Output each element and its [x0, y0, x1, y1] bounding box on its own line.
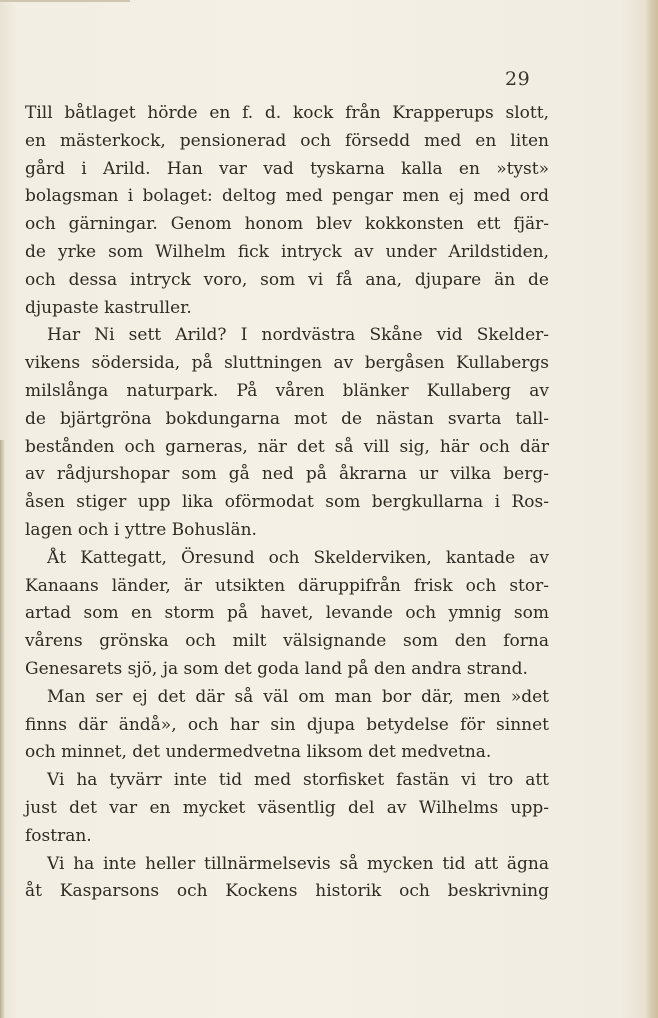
text-line: och gärningar. Genom honom blev kokkonsten ett fjär-	[25, 214, 549, 235]
text-line: och minnet, det undermedvetna liksom det medvetna.	[25, 742, 492, 763]
text-line: och dessa intryck voro, som vi få ana, djupare än de	[25, 269, 549, 290]
page-number: 29	[505, 68, 531, 90]
text-line: vårens grönska och milt välsignande som den forna	[25, 631, 549, 652]
text-line: en mästerkock, pensionerad och försedd med en liten	[25, 130, 549, 151]
text-line: artad som en storm på havet, levande och ymnig som	[25, 603, 549, 624]
body-text	[25, 100, 549, 906]
text-line: finns där ändå», och har sin djupa betydelse för sinnet	[25, 714, 549, 735]
text-line: de bjärtgröna bokdungarna mot de nästan svarta tall-	[25, 408, 549, 429]
text-line: lagen och i yttre Bohuslän.	[25, 519, 257, 540]
binding-shadow	[0, 440, 5, 1018]
text-line: Man ser ej det där så väl om man bor där, men »det	[47, 686, 549, 707]
text-line: vikens södersida, på sluttningen av bergåsen Kullabergs	[25, 353, 549, 374]
text-line: Till båtlaget hörde en f. d. kock från Krapperups slott,	[25, 103, 549, 123]
text-line: gård i Arild. Han var vad tyskarna kalla en »tyst»	[25, 158, 549, 179]
text-line: milslånga naturpark. På våren blänker Kullaberg av	[25, 380, 549, 401]
text-line: Åt Kattegatt, Öresund och Skelderviken, kantade av	[47, 547, 549, 568]
text-line: bolagsman i bolaget: deltog med pengar men ej med ord	[25, 186, 549, 207]
text-line: Kanaans länder, är utsikten däruppifrån frisk och stor-	[25, 575, 549, 596]
text-line: bestånden och garneras, när det så vill sig, här och där	[25, 436, 549, 457]
text-line: de yrke som Wilhelm fick intryck av under Arildstiden,	[25, 241, 549, 262]
text-line: Vi ha tyvärr inte tid med storfisket fastän vi tro att	[47, 770, 549, 791]
text-line: åt Kasparsons och Kockens historik och beskrivning	[25, 881, 549, 902]
text-line: Genesarets sjö, ja som det goda land på den andra strand.	[25, 658, 528, 679]
text-line: djupaste kastruller.	[25, 297, 192, 318]
text-line: fostran.	[25, 825, 92, 846]
page-top-edge	[0, 0, 130, 2]
text-line: Vi ha inte heller tillnärmelsevis så mycken tid att ägna	[47, 853, 549, 874]
text-line: Har Ni sett Arild? I nordvästra Skåne vid Skelder-	[47, 325, 549, 346]
page-right-edge	[646, 0, 658, 1018]
text-line: åsen stiger upp lika oförmodat som bergkullarna i Ros-	[25, 492, 549, 513]
text-line: av rådjurshopar som gå ned på åkrarna ur vilka berg-	[25, 464, 549, 485]
text-line: just det var en mycket väsentlig del av Wilhelms upp-	[25, 797, 549, 818]
